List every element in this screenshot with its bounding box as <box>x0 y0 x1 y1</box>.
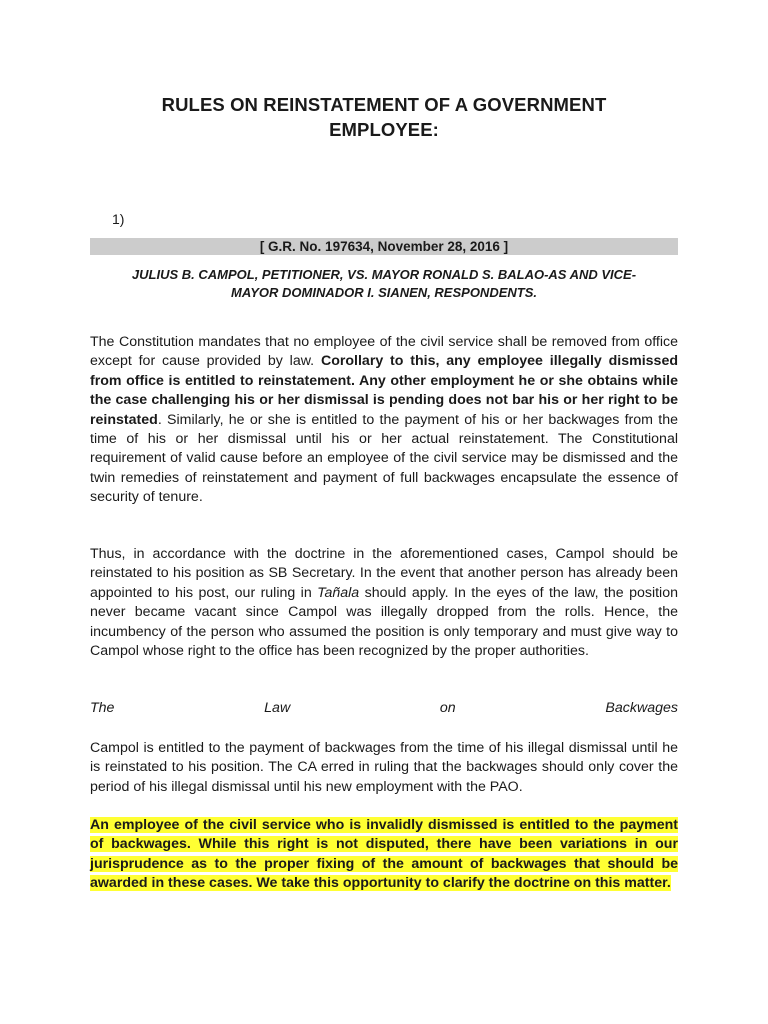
paragraph-backwages: Campol is entitled to the payment of backwages from the time of his illegal dismissal until he is reinstated to his position. The CA erred in ruling that the backwages should only cover the period of his illegal dismissal until his new employment with the PAO. <box>90 740 678 795</box>
title-line-2: EMPLOYEE: <box>329 119 439 140</box>
paragraph-constitution <box>90 333 678 508</box>
parties-line-2: MAYOR DOMINADOR I. SIANEN, RESPONDENTS. <box>230 285 537 300</box>
heading-word: Backwages <box>605 700 678 716</box>
heading-word: Law <box>264 700 291 716</box>
parties-line-1: JULIUS B. CAMPOL, PETITIONER, VS. MAYOR RONALD S. BALAO-AS AND VICE- <box>131 267 637 282</box>
heading-word: The <box>90 700 115 716</box>
item-number: 1) <box>112 211 125 227</box>
document-title <box>90 92 678 142</box>
highlighted-paragraph <box>90 816 678 894</box>
heading-word: on <box>439 700 456 716</box>
paragraph-reinstatement <box>90 545 678 661</box>
paragraph-text: should apply. In the eyes of the law, the position never became vacant since Campol was illegally dropped from the rolls. Hence, the incumbency of the person who assumed the position is only temporary and must give way to Campol whose right to the office has been recognized by the proper authorities. <box>90 584 678 660</box>
highlighted-text: An employee of the civil service who is invalidly dismissed is entitled to the payment of backwages. While this right is not disputed, there have been variations in our jurisprudence as to the proper fixing of the amount of backwages that should be awarded in these cases. We take this opportunity to clarify the doctrine on this matter. <box>90 817 678 892</box>
paragraph-bold-text: Corollary to this, any employee illegally dismissed from office is entitled to reinstatement. Any other employment he or she obtains while the case challenging his or her dismissal is pending does not bar his or her right to be reinstated <box>90 353 678 428</box>
case-parties <box>90 266 678 302</box>
title-line-1: RULES ON REINSTATEMENT OF A GOVERNMENT <box>161 94 607 115</box>
case-name-italic: Tañala <box>317 584 360 601</box>
paragraph-text: Thus, in accordance with the doctrine in the aforementioned cases, Campol should be reinstated to his position as SB Secretary. In the event that another person has already been appointed to his post, our ruling in <box>90 546 678 601</box>
paragraph-text: The Constitution mandates that no employee of the civil service shall be removed from office except for cause provided by law. <box>90 334 678 370</box>
section-heading-backwages <box>90 700 678 716</box>
case-citation: [ G.R. No. 197634, November 28, 2016 ] <box>90 238 678 255</box>
paragraph-text: . Similarly, he or she is entitled to the payment of his or her backwages from the time of his or her dismissal until his or her actual reinstatement. The Constitutional requirement of valid cause before an employee of the civil service may be dismissed and the twin remedies of reinstatement and payment of full backwages encapsulate the essence of security of tenure. <box>90 411 678 506</box>
